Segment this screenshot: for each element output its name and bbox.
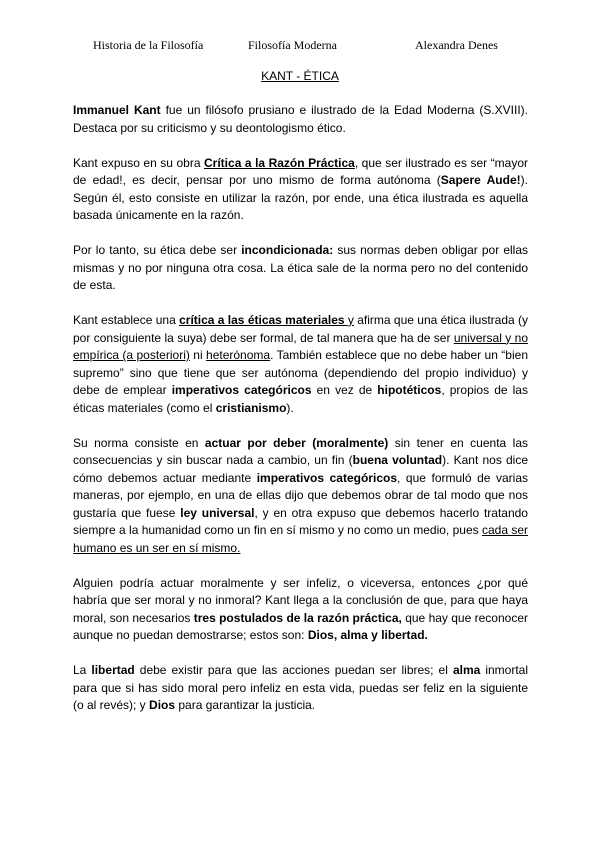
bold-text: Dios, alma y libertad. [307,628,428,642]
text: . También establece que no debe haber un “bien supremo” sino que tiene que ser autónoma (dependiendo del propio individuo) y debe de emplear [73,348,528,397]
text: Por lo tanto, su ética debe ser [73,243,242,257]
page-header [0,38,600,54]
bold-text: ley universal [180,505,255,520]
text: ). [286,400,294,415]
bold-text: actuar por deber (moralmente) [204,435,389,450]
underlined-text: heterónoma [206,348,271,362]
bold-text [179,313,348,327]
text: que hay que reconocer aunque no puedan demostrarse; estos son: [73,610,528,642]
bold-text: Dios [149,698,176,712]
text: afirma que una ética ilustrada (y por consiguiente la suya) debe ser formal, de tal manera que ha de ser [73,313,528,345]
bold-text: tres postulados de la razón práctica, [193,610,402,625]
underlined-text: universal y no empírica (a posteriori) [73,330,528,362]
underlined-text: Crítica a la Razón Práctica [204,155,355,170]
paragraph-intro [73,102,528,137]
paragraph-duty [73,435,528,558]
bold-text: incondicionada: [241,243,334,257]
underlined-text: cada ser humano es un ser en sí mismo. [73,523,528,555]
bold-text: cristianismo [215,400,287,415]
paragraph-conclusion [73,662,528,715]
text: , propios de las éticas materiales (como el [73,383,528,415]
text: La [73,663,92,677]
text: , que ser ilustrado es ser “mayor de edad!, es decir, pensar por uno mismo de forma autónoma ( [73,155,528,187]
paragraph-postulates [73,575,528,645]
paragraph-autonomy [73,155,528,225]
header-author: Alexandra Denes [415,38,498,52]
text: sus normas deben obligar por ellas mismas y no por ninguna otra cosa. La ética sale de la norma pero no del contenido de esta. [73,243,529,292]
text: Kant establece una [73,313,180,327]
header-course: Filosofía Moderna [248,38,337,52]
text: en vez de [311,383,378,397]
bold-text: libertad [91,663,135,677]
bold-text [204,156,355,170]
text: , y en otra expuso que debemos hacerlo tratando siempre a la humanidad como un fin en sí mismo y no como un medio, pues [73,505,528,537]
text: Alguien podría actuar moralmente y ser infeliz, o viceversa, entonces ¿por qué habría que ser moral y no inmoral? Kant llega a la conclusión de que, para que haya moral, son necesarios [73,575,528,625]
text: ni [189,348,207,362]
text: fue un filósofo prusiano e ilustrado de la Edad Moderna (S.XVIII). Destaca por su criticismo y su deontologismo ético. [73,103,528,135]
text: ). Kant nos dice cómo debemos actuar mediante [73,453,528,485]
text: ). Según él, esto consiste en utilizar la razón, por ende, una ética ilustrada es aquella basada únicamente en la razón. [73,173,528,222]
header-subject: Historia de la Filosofía [93,38,204,52]
bold-text: buena voluntad [352,453,443,467]
text: Kant expuso en su obra [73,155,205,170]
bold-text: imperativos categóricos [171,383,312,397]
text: inmortal para que si has sido moral pero infeliz en esta vida, puedas ser feliz en la siguiente (o al revés); y [73,663,529,712]
bold-text: imperativos categóricos [256,470,397,485]
text: , que formuló de varias maneras, por ejemplo, en una de ellas dijo que debemos obrar de tal modo que nos gustaría que fuese [73,470,528,520]
bold-text: Immanuel Kant [73,103,161,117]
bold-text: hipotéticos [377,383,442,397]
document-body [73,102,528,732]
text: debe existir para que las acciones puedan ser libres; el [134,663,453,677]
bold-text: Sapere Aude! [440,173,521,187]
text: Su norma consiste en [73,435,205,450]
underlined-text: y [347,313,354,327]
underlined-text: crítica a las éticas materiales [179,313,348,327]
bold-text: alma [452,663,481,677]
paragraph-unconditioned [73,242,528,295]
text: sin tener en cuenta las consecuencias y sin buscar nada a cambio, un fin ( [73,435,529,467]
paragraph-material-ethics [73,312,528,417]
document-title: KANT - ÉTICA [261,69,339,83]
text: para garantizar la justicia. [175,698,316,712]
